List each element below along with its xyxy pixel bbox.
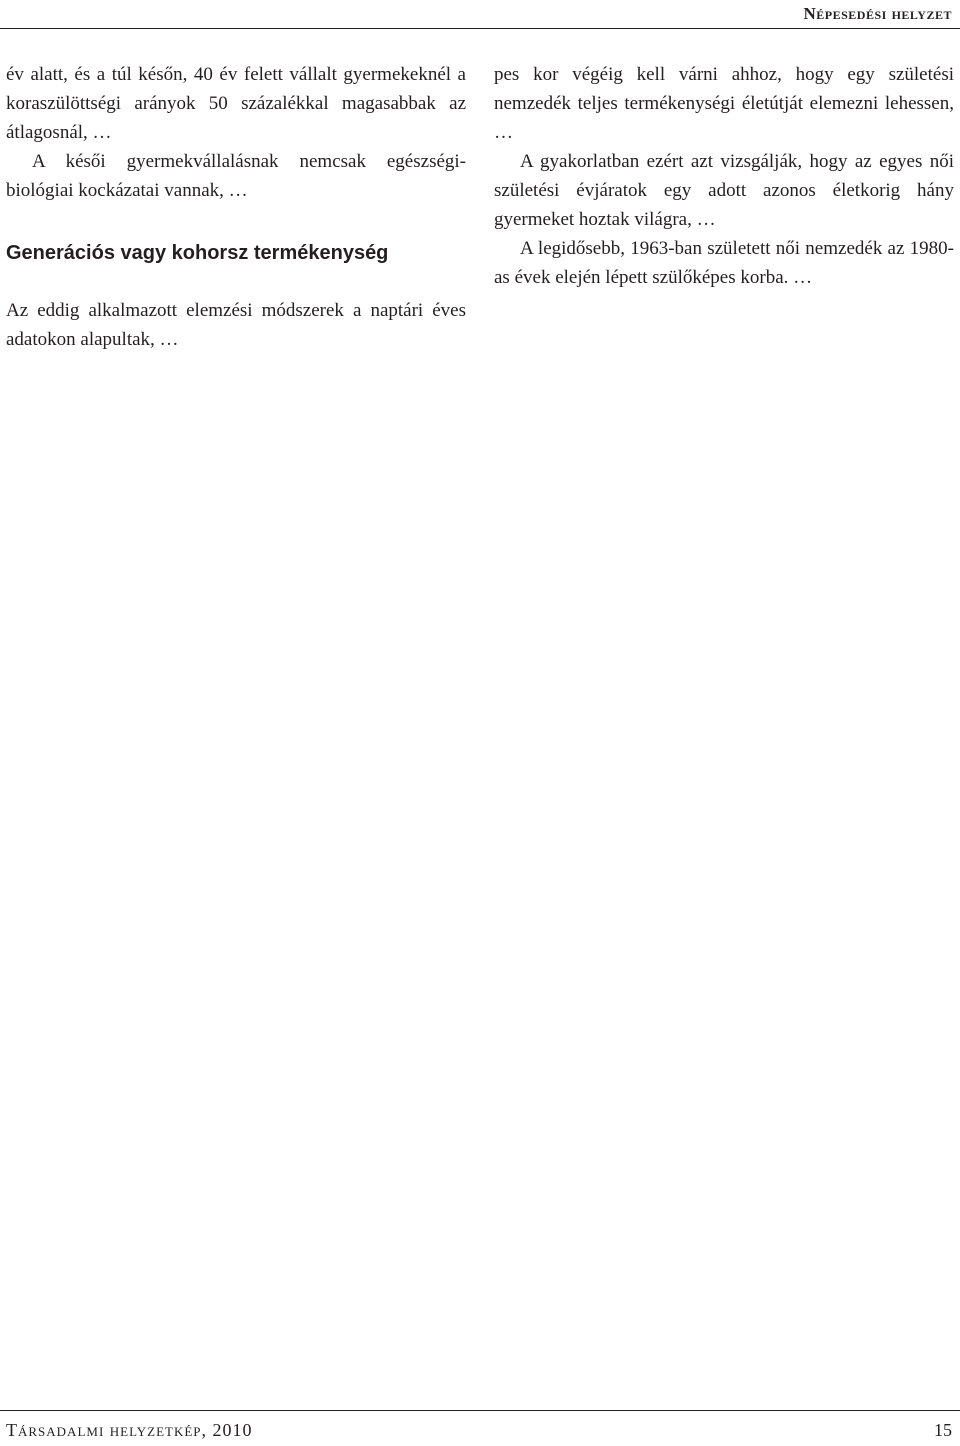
footer-publication: Társadalmi helyzetkép, 2010 bbox=[6, 1420, 253, 1440]
page-number: 15 bbox=[934, 1420, 952, 1440]
right-paragraph-1: pes kor végéig kell várni ahhoz, hogy egy születési nemzedék teljes termékenységi életútját elemezni lehessen, … bbox=[494, 64, 954, 143]
right-paragraph-2: A gyakorlatban ezért azt vizsgálják, hogy az egyes női születési évjáratok egy adott azonos életkorig hány gyermeket hoztak világra, … bbox=[494, 151, 954, 230]
left-paragraph-2: A késői gyermekvállalásnak nemcsak egészségi-biológiai kockázatai vannak, … bbox=[6, 151, 466, 201]
right-column bbox=[494, 60, 954, 292]
left-paragraph-1: év alatt, és a túl későn, 40 év felett vállalt gyermekeknél a koraszülöttségi arányok 50 százalékkal magasabbak az átlagosnál, … bbox=[6, 64, 466, 143]
header-rule bbox=[0, 28, 960, 29]
left-paragraph-3: Az eddig alkalmazott elemzési módszerek a naptári éves adatokon alapultak, … bbox=[6, 300, 466, 350]
footer-rule bbox=[0, 1410, 960, 1411]
running-title: Népesedési helyzet bbox=[803, 4, 952, 23]
section-title: Generációs vagy kohorsz termékenység bbox=[6, 242, 389, 264]
right-paragraph-3: A legidősebb, 1963-ban született női nemzedék az 1980-as évek elején lépett szülőképes korba. … bbox=[494, 238, 954, 288]
left-column bbox=[6, 60, 466, 354]
